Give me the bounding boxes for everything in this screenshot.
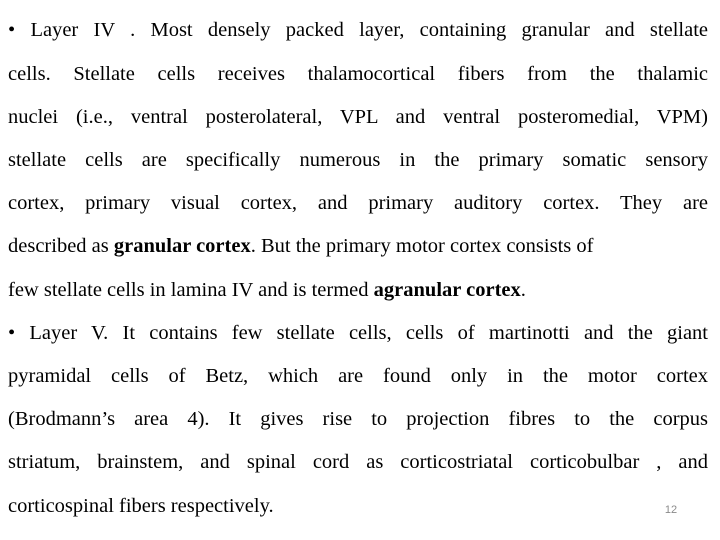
granular-cortex-term: granular cortex — [113, 235, 251, 257]
layer-iv-line-2: cells. Stellate cells receives thalamocortical fibers from the thalamic — [8, 63, 708, 85]
layer-iv-line-6 — [8, 234, 708, 258]
layer-v-line-4: striatum, brainstem, and spinal cord as corticostriatal corticobulbar , and — [8, 451, 708, 473]
layer-iv-line-7-text-a: few stellate cells in lamina IV and is termed — [8, 279, 374, 301]
layer-v-line-5: corticospinal fibers respectively. — [8, 495, 274, 517]
layer-v-line-1: • Layer V. It contains few stellate cells, cells of martinotti and the giant — [8, 322, 708, 344]
page-number: 12 — [664, 504, 678, 516]
layer-iv-line-5: cortex, primary visual cortex, and primary auditory cortex. They are — [8, 192, 708, 214]
layer-iv-line-3: nuclei (i.e., ventral posterolateral, VPL and ventral posteromedial, VPM) — [8, 106, 708, 128]
layer-v-line-2: pyramidal cells of Betz, which are found only in the motor cortex — [8, 365, 708, 387]
layer-iv-line-6-text-a: described as — [8, 235, 114, 257]
layer-iv-line-4: stellate cells are specifically numerous in the primary somatic sensory — [8, 149, 708, 171]
layer-iv-line-6-text-b: . But the primary motor cortex consists of — [250, 235, 594, 257]
layer-iv-line-7 — [8, 278, 708, 302]
layer-iv-line-7-text-b: . — [520, 279, 526, 301]
agranular-cortex-term: agranular cortex — [373, 279, 521, 301]
layer-iv-line-1: • Layer IV . Most densely packed layer, containing granular and stellate — [8, 19, 708, 41]
layer-v-line-3: (Brodmann’s area 4). It gives rise to projection fibres to the corpus — [8, 408, 708, 430]
